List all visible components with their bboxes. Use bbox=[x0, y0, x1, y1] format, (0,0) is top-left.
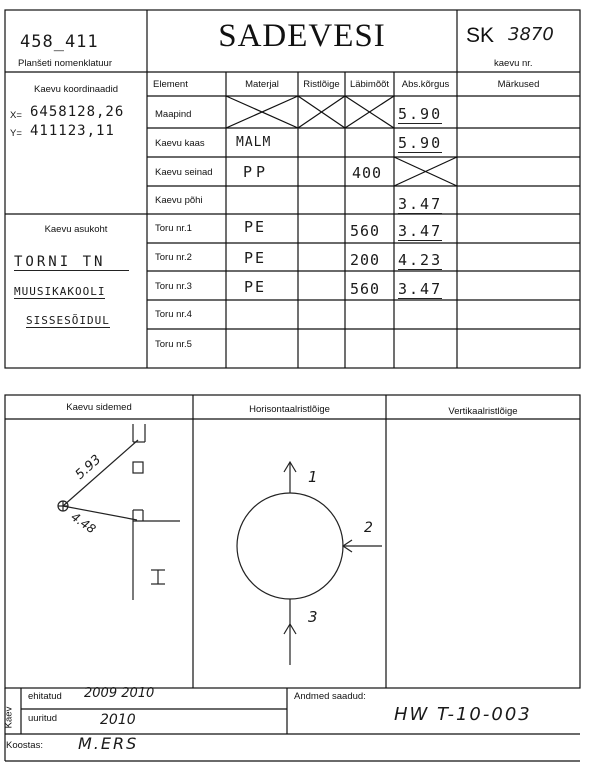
coord-y-prefix: Y= bbox=[10, 128, 22, 139]
well-number: 3870 bbox=[508, 24, 554, 45]
col-header-material: Materjal bbox=[245, 79, 279, 90]
sketch-form-border bbox=[5, 395, 580, 688]
row-elevation: 5.90 bbox=[398, 105, 443, 123]
col-header-elevation: Abs.kõrgus bbox=[401, 79, 450, 90]
row-material: PE bbox=[244, 278, 267, 296]
coord-x-value: 6458128,26 bbox=[30, 104, 125, 120]
row-elevation: 4.23 bbox=[398, 251, 443, 269]
well-number-label: kaevu nr. bbox=[494, 58, 533, 69]
row-elevation: 3.47 bbox=[398, 222, 443, 240]
horizontal-section-sketch bbox=[237, 462, 382, 665]
data-from-value: HW T-10-003 bbox=[394, 704, 532, 725]
row-element: Kaevu põhi bbox=[155, 195, 203, 206]
location-line-3: SISSESÕIDUL bbox=[26, 314, 110, 327]
tie-distance-1: 5.93 bbox=[72, 452, 105, 483]
ties-label: Kaevu sidemed bbox=[66, 402, 132, 413]
coord-y-value: 411123,11 bbox=[30, 123, 115, 139]
row-diameter: 200 bbox=[350, 251, 381, 269]
built-value: 2009 2010 bbox=[84, 686, 155, 701]
row-elevation: 3.47 bbox=[398, 280, 443, 298]
row-element: Toru nr.4 bbox=[155, 309, 192, 320]
col-header-diameter: Läbimõõt bbox=[349, 79, 390, 90]
row-element: Kaevu kaas bbox=[155, 138, 205, 149]
form-title: SADEVESI bbox=[218, 18, 386, 54]
surveyed-value: 2010 bbox=[100, 712, 136, 728]
location-label: Kaevu asukoht bbox=[44, 224, 108, 235]
row-diameter: 560 bbox=[350, 222, 381, 240]
location-line-2: MUUSIKAKOOLI bbox=[14, 285, 106, 298]
pipe-label-2: 2 bbox=[364, 520, 373, 536]
row-diameter: 400 bbox=[352, 164, 383, 182]
footer-side-label: Kaev bbox=[3, 706, 15, 729]
location-line-1: TORNI TN bbox=[14, 254, 129, 271]
nomenclature-value: 458_411 bbox=[20, 32, 99, 52]
col-header-element: Element bbox=[153, 79, 188, 90]
row-element: Toru nr.2 bbox=[155, 252, 192, 263]
row-elevation: 5.90 bbox=[398, 134, 443, 152]
row-element: Kaevu seinad bbox=[155, 167, 213, 178]
row-material: MALM bbox=[236, 135, 272, 150]
vertical-section-label: Vertikaalristlõige bbox=[448, 406, 518, 417]
pipe-label-1: 1 bbox=[308, 468, 318, 486]
coordinates-label: Kaevu koordinaadid bbox=[34, 84, 118, 95]
compiled-label: Koostas: bbox=[6, 740, 43, 751]
horizontal-section-label: Horisontaalristlõige bbox=[249, 404, 330, 415]
row-element: Toru nr.3 bbox=[155, 281, 192, 292]
well-prefix: SK bbox=[466, 24, 495, 47]
tie-distance-2: 4.48 bbox=[68, 509, 99, 537]
coord-x-prefix: X= bbox=[10, 110, 22, 121]
row-elevation: 3.47 bbox=[398, 195, 443, 213]
nomenclature-label: Planšeti nomenklatuur bbox=[18, 58, 112, 69]
built-label: ehitatud bbox=[28, 691, 62, 702]
row-element: Maapind bbox=[155, 109, 192, 120]
data-from-label: Andmed saadud: bbox=[294, 691, 366, 702]
compiled-value: M.ERS bbox=[78, 734, 139, 753]
row-element: Toru nr.5 bbox=[155, 339, 192, 350]
row-material: PP bbox=[243, 163, 270, 181]
col-header-cross-section: Ristlõige bbox=[303, 79, 340, 90]
surveyed-label: uuritud bbox=[28, 713, 58, 724]
col-header-notes: Märkused bbox=[497, 79, 540, 90]
row-material: PE bbox=[244, 249, 267, 267]
row-diameter: 560 bbox=[350, 280, 381, 298]
row-material: PE bbox=[244, 218, 267, 236]
well-circle bbox=[237, 493, 343, 599]
row-element: Toru nr.1 bbox=[155, 223, 192, 234]
pipe-label-3: 3 bbox=[308, 608, 318, 626]
